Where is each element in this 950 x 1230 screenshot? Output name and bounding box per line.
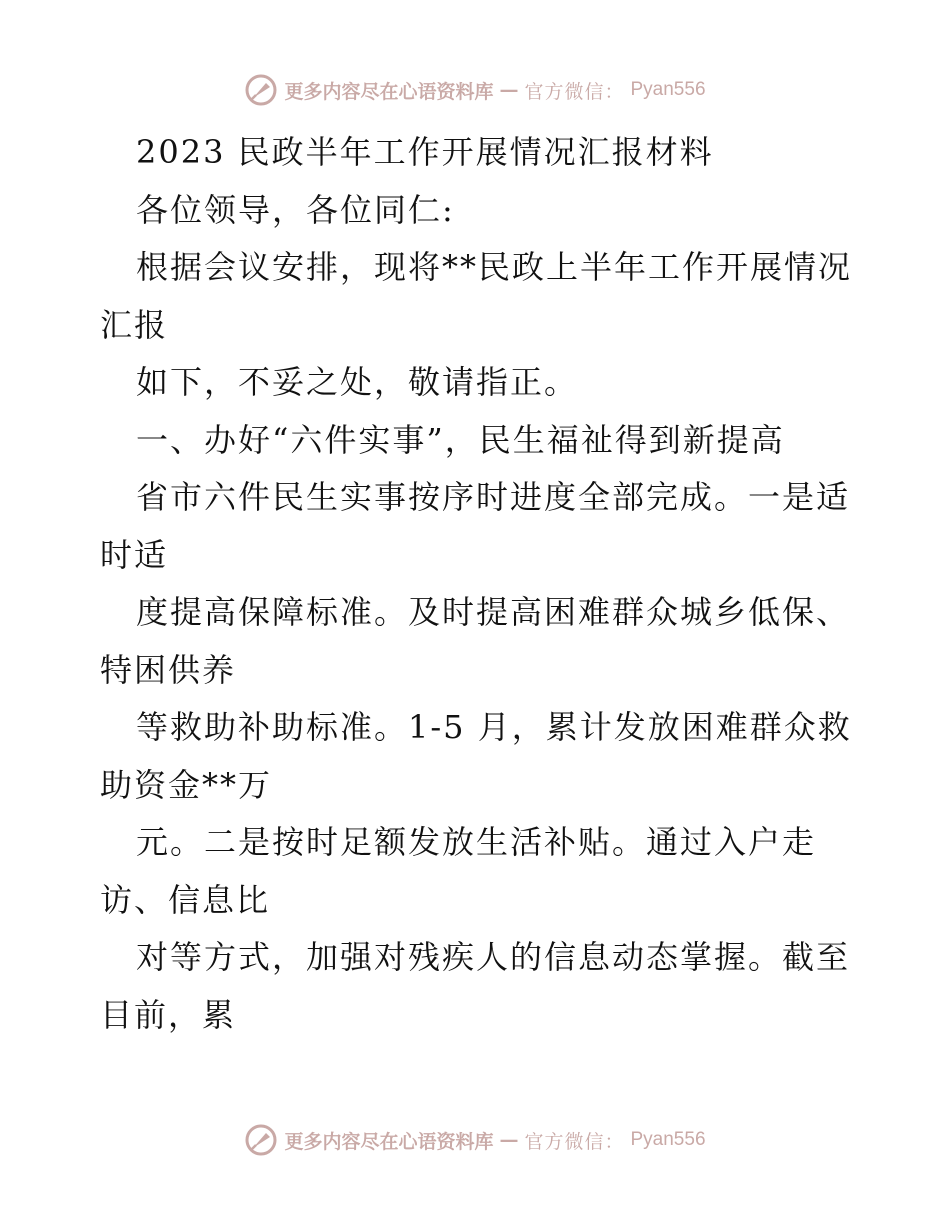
document-line: 汇报: [100, 305, 169, 344]
watermark-dash: —: [499, 1129, 519, 1151]
document-line: 2023 民政半年工作开展情况汇报材料: [136, 133, 714, 171]
watermark-brand: 更多内容尽在心语资料库: [284, 80, 494, 103]
document-line: 省市六件民生实事按序时进度全部完成。一是适: [136, 478, 851, 516]
feather-pen-logo-icon: [244, 1123, 278, 1157]
feather-pen-logo-icon: [244, 73, 278, 107]
watermark-footer: [0, 1120, 950, 1160]
document-line: 时适: [100, 535, 169, 574]
document-line: 目前，累: [100, 995, 237, 1034]
document-body: [100, 124, 860, 1044]
document-line: 元。二是按时足额发放生活补贴。通过入户走: [136, 823, 817, 861]
document-line: 特困供养: [100, 650, 237, 689]
document-line: 一、办好“六件实事”，民生福祉得到新提高: [136, 420, 785, 459]
document-line: 如下，不妥之处，敬请指正。: [136, 363, 579, 401]
document-line: 访、信息比: [100, 880, 271, 919]
watermark-brand: 更多内容尽在心语资料库: [284, 1130, 494, 1153]
document-line: 各位领导，各位同仁:: [136, 190, 455, 229]
document-line: 对等方式，加强对残疾人的信息动态掌握。截至: [136, 938, 851, 976]
document-line: 度提高保障标准。及时提高困难群众城乡低保、: [136, 593, 851, 631]
watermark-label: 官方微信：: [524, 1130, 625, 1153]
watermark-id: Pyan556: [630, 79, 706, 100]
watermark-dash: —: [499, 79, 519, 101]
watermark-header: [0, 70, 950, 110]
document-line: 根据会议安排，现将**民政上半年工作开展情况: [136, 248, 853, 286]
watermark-id: Pyan556: [630, 1129, 706, 1150]
watermark-label: 官方微信：: [524, 80, 625, 103]
document-line: 助资金**万: [100, 765, 273, 804]
document-line: 等救助补助标准。1-5 月，累计发放困难群众救: [136, 708, 852, 746]
